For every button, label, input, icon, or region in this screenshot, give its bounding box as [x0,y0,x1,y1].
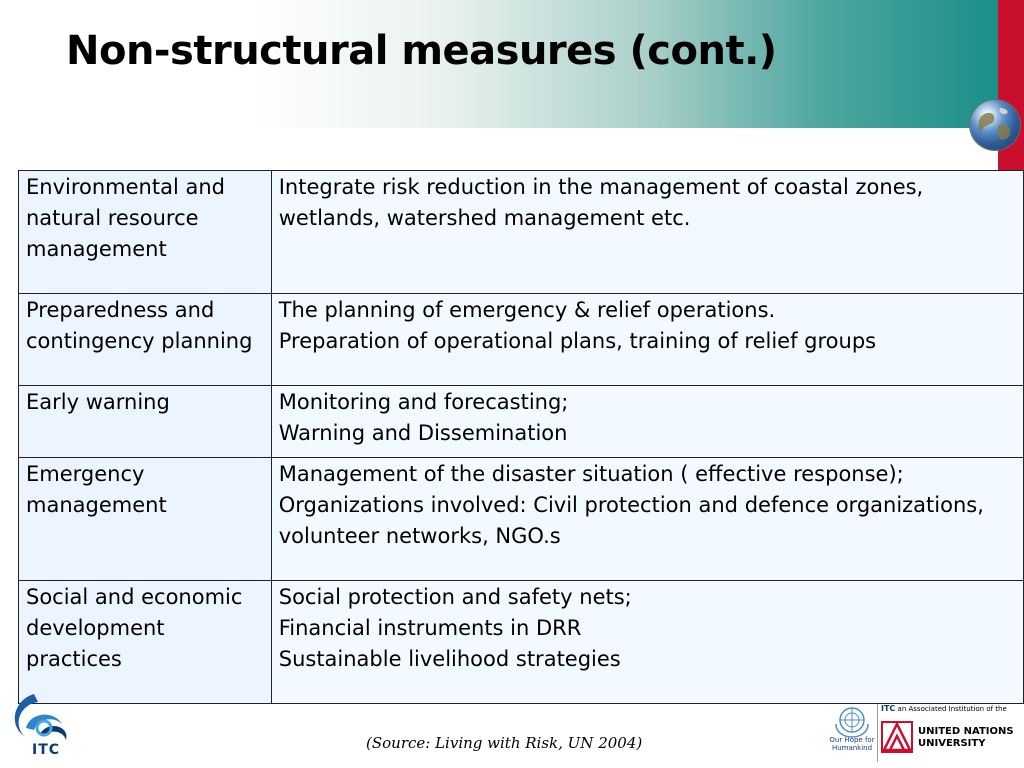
description-cell [271,386,1023,458]
itc-assoc-label: an Associated Institution of the [897,705,1007,713]
table-row [19,581,1024,704]
unu-line-2: UNIVERSITY [918,738,986,749]
measure-cell: Social and economic development practices [19,581,272,704]
description-line: Financial instruments in DRR [278,616,582,640]
description-cell [271,458,1023,581]
description-cell [271,294,1023,386]
unu-logo-icon [880,716,914,756]
globe-icon [970,100,1020,150]
itc-assoc-brand: ITC [881,704,896,713]
table-row [19,294,1024,386]
measure-cell: Emergency management [19,458,272,581]
un-caption: Our Hope for Humankind [829,736,875,752]
description-cell [271,171,1023,294]
logo-divider [877,704,878,762]
measure-cell: Early warning [19,386,272,458]
table-row [19,458,1024,581]
un-emblem-icon [830,704,874,738]
measure-cell: Preparedness and contingency planning [19,294,272,386]
description-cell [271,581,1023,704]
description-line: Organizations involved: Civil protection and defence organizations, volunteer networks, NGO.s [278,493,984,548]
itc-label: ITC [32,742,61,758]
description-line: Social protection and safety nets; [278,585,632,609]
description-line: Preparation of operational plans, training of relief groups [278,329,877,353]
description-line: The planning of emergency & relief operations. [278,298,776,322]
table-row [19,171,1024,294]
description-line: Monitoring and forecasting; [278,390,569,414]
description-line: Management of the disaster situation ( effective response); [278,462,904,486]
source-citation: (Source: Living with Risk, UN 2004) [366,734,643,752]
measure-cell: Environmental and natural resource management [19,171,272,294]
unu-line-1: UNITED NATIONS [918,726,1014,737]
table-row [19,386,1024,458]
description-line: Warning and Dissemination [278,421,568,445]
page-title: Non-structural measures (cont.) [66,28,777,74]
unu-name [918,726,1014,750]
itc-association-text [881,704,1007,713]
description-line: Integrate risk reduction in the management of coastal zones, wetlands, watershed management etc. [278,175,924,230]
measures-table [18,170,1024,704]
description-line: Sustainable livelihood strategies [278,647,621,671]
